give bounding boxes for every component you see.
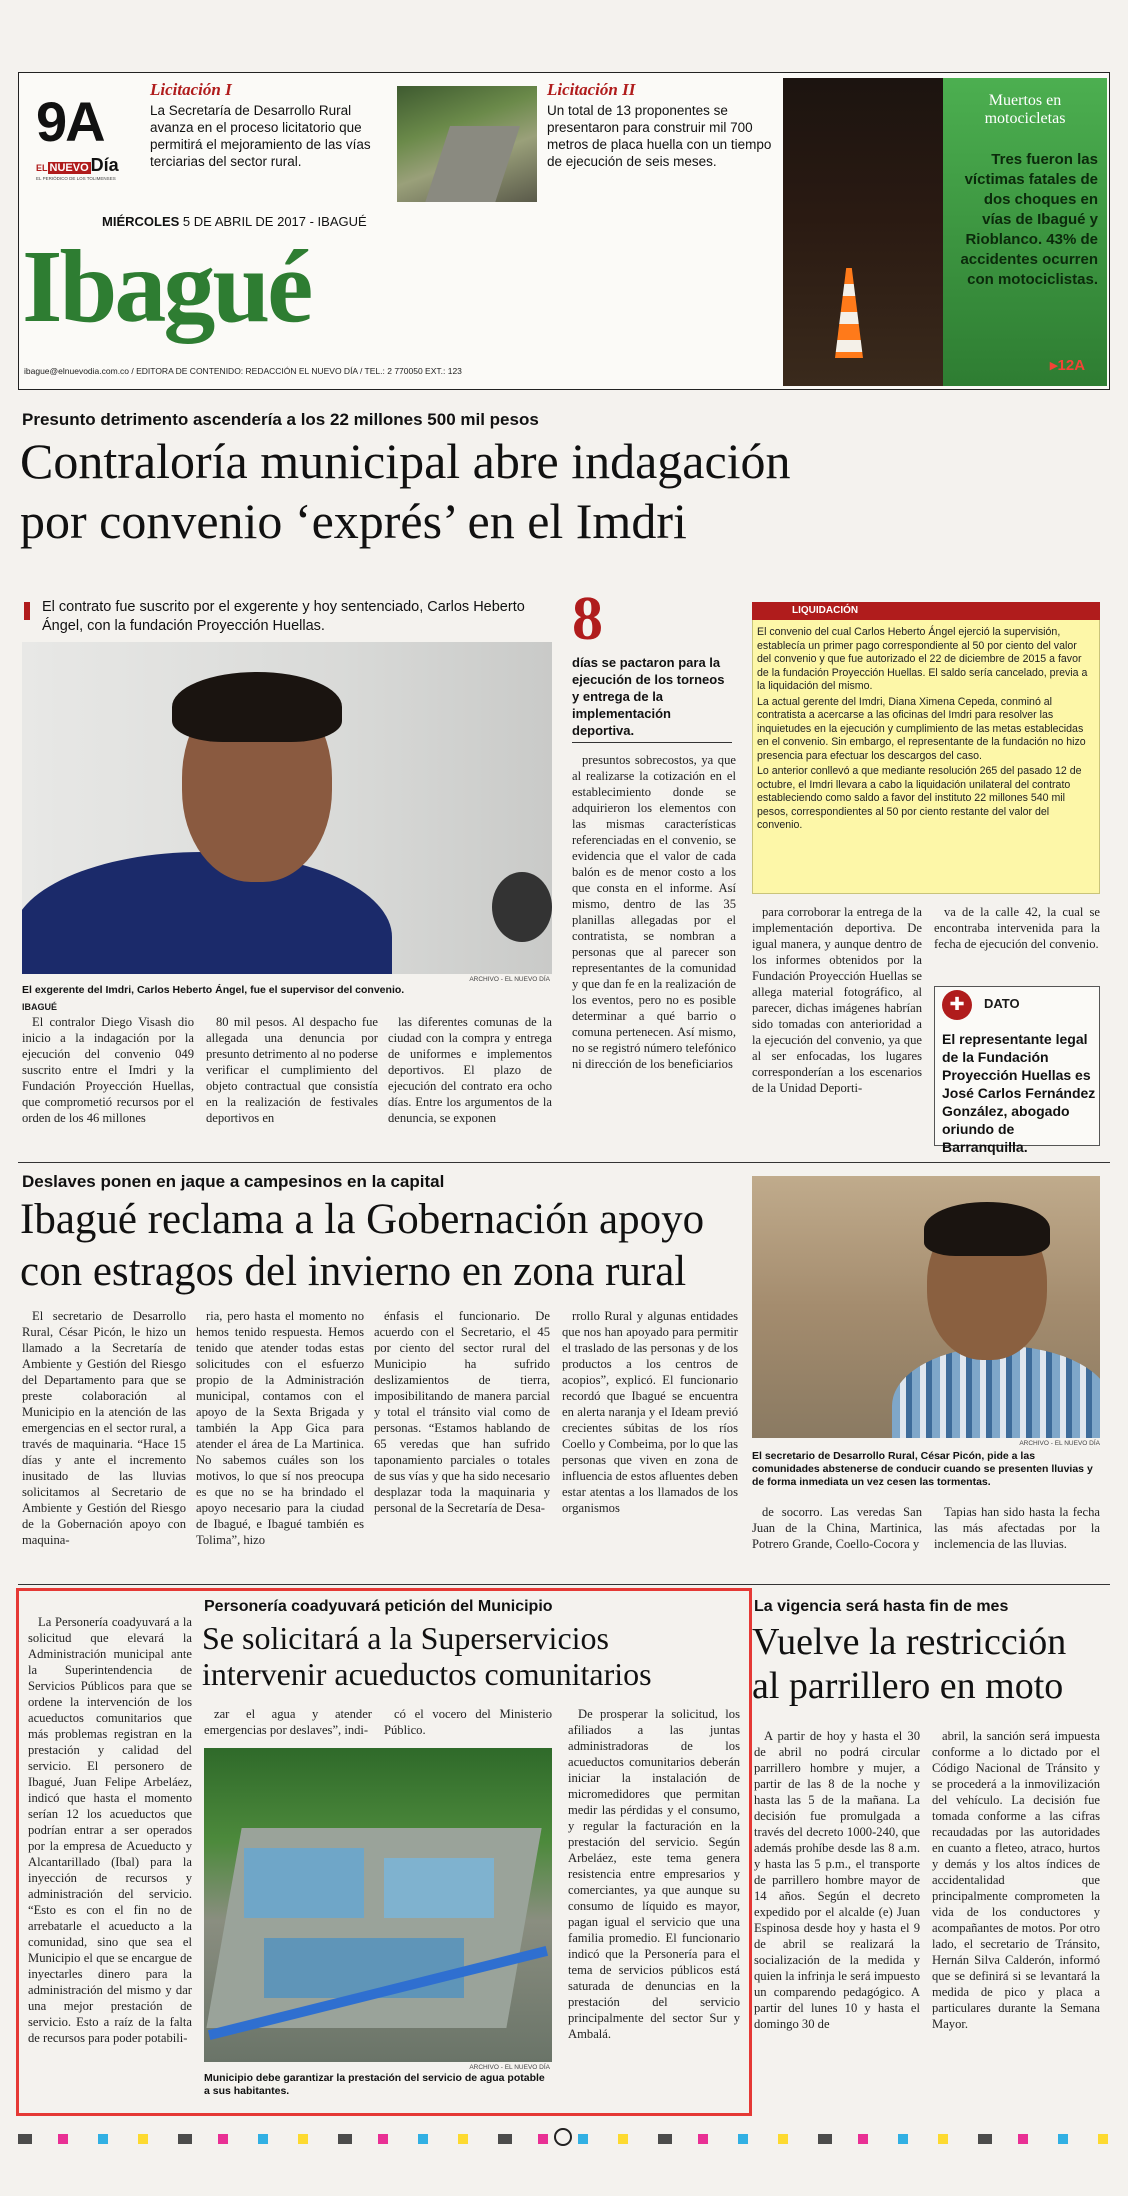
article2-headline-line2[interactable]: con estragos del invierno en zona rural (20, 1248, 687, 1295)
teaser2-text: Un total de 13 proponentes se presentaron para construir mil 700 metros de placa huella con un tiempo de ejecución de seis meses. (547, 103, 772, 169)
article4-col2: abril, la sanción será impuesta conforme a lo dictado por el Código Nacional de Tránsito y se procederá a la inmovilización del vehículo. La decisión fue tomada conforme a las cifras recaudadas por las autoridades en cuanto a fleteo, atraco, hurtos y demás y los altos índices de accidentalidad que principalmente comprometen la vida de los conductores y acompañantes de motos. Por otro lado, el secretario de Tránsito, Hernán Silva Calderón, informó que se definirá si se levantará la medida de pico y placa a particulares durante la Semana Mayor. (932, 1729, 1100, 2031)
stat-text: días se pactaron para la ejecución de los torneos y entrega de la implementación deportiva. (572, 655, 725, 738)
article1-dateline: IBAGUÉ (22, 1002, 58, 1012)
article3-headline-line2[interactable]: intervenir acueductos comunitarios (202, 1656, 652, 1692)
article4-kicker: La vigencia será hasta fin de mes (754, 1598, 1009, 1615)
article2-col1: El secretario de Desarrollo Rural, César Picón, le hizo un llamado a la Secretaría de Ambiente y Gestión del Riesgo del Departamento para que se preste colaboración al Municipio en la atención de las emergencias en el sector rural, a través de maquinaria. “Hace 15 días y ante el incremento inusitado de las lluvias solicitamos al Secretario de Ambiente y Gestión del Riesgo de la Gobernación apoyo con maquina- (22, 1309, 186, 1547)
stat-divider (572, 742, 732, 743)
registration-mark-icon (554, 2128, 572, 2146)
article1-col4: presuntos sobrecostos, ya que al realizarse la cotización en el establecimiento donde se adquirieron los elementos con las mismas características referenciadas en el convenio, se evidencia que el valor de cada balón es de menor costo a los que consta en el informe. Así mismo, dentro de las 35 planillas allegadas por el contratista, se nombran a personas que al parecer son representantes de la comunidad y que dan fe en la realización de los eventos, pero no es posible determinar a qué barrio o comuna pertenecen. Así mismo, no se registró número telefónico ni dirección de los beneficiarios (572, 753, 736, 1071)
article1-col3: las diferentes comunas de la ciudad con la compra y entrega de uniformes e implementos deportivos. El plazo de ejecución del contrato era ocho días. Entre los argumentos de la denuncia, se exponen (388, 1015, 552, 1125)
edition-date: MIÉRCOLES 5 DE ABRIL DE 2017 - IBAGUÉ (102, 214, 367, 229)
teaser3-text: Tres fueron las víctimas fatales de dos choques en vías de Ibagué y Rioblanco. 43% de accidentes ocurren con motociclistas. (960, 151, 1098, 288)
article3-photo (204, 1748, 552, 2062)
article2-col2: ria, pero hasta el momento no hemos tenido respuesta. Hemos tenido que atender todas estas solicitudes con el esfuerzo propio de la Administración municipal, contamos con el apoyo de la Sexta Brigada y también la App Gica para atender el área de La Martinica. No sabemos cuáles son los motivos, lo que sí nos preocupa es que no se ha brindado el apoyo necesario para la ciudad de Ibagué, e Ibagué también es Tolima”, hizo (196, 1309, 364, 1547)
article1-lead: El contrato fue suscrito por el exgerente y hoy sentenciado, Carlos Heberto Ángel, con la fundación Proyección Huellas. (42, 599, 525, 634)
liquidacion-title: LIQUIDACIÓN (752, 602, 1100, 620)
article3-photo-caption: Municipio debe garantizar la prestación del servicio de agua potable a sus habitantes. (204, 2072, 545, 2097)
dato-text: El representante legal de la Fundación Proyección Huellas es José Carlos Fernández González, abogado oriundo de Barranquilla. (942, 1031, 1096, 1155)
article2-photo-credit: ARCHIVO - EL NUEVO DÍA (1019, 1440, 1100, 1447)
article1-col2: 80 mil pesos. Al despacho fue allegada una denuncia por presunto detrimento al no poderse verificar el cumplimiento del objeto contractual que consistía en la realización de festivales deportivos en (206, 1015, 378, 1125)
article4-col1: A partir de hoy y hasta el 30 de abril no podrá circular parrillero hombre y mujer, a partir de las 8 de la noche y hasta las 5 de la mañana. La decisión fue promulgada a través del decreto 1000-240, que además prohíbe desde las 8 a.m. y hasta las 5 p.m., el transporte de parrillero hombre mayor de 14 años. Según el decreto expedido por el alcalde (e) Juan Espinosa desde hoy y hasta el 9 de abril se realizará la socialización de la medida y quien la infrinja le será impuesto un comparendo pedagógico. A partir del lunes 10 y hasta el domingo 30 de (754, 1729, 920, 2031)
liquidacion-body: El convenio del cual Carlos Heberto Ángel ejerció la supervisión, establecía un primer pago correspondiente al 50 por ciento del valor del convenio y que fue autorizado el 22 de diciembre de 2015 a favor de la fundación Proyección Huellas. El saldo sería cancelado, previa a la liquidación del mismo. La actual gerente del Imdri, Diana Ximena Cepeda, conminó al contratista a acercarse a las oficinas del Imdri para resolver las inquietudes en la ejecución y cumplimiento de las metas establecidas en el convenio. Sin embargo, el representante de la fundación no hizo presencia para efectuar los descargos del caso. Lo anterior conllevó a que mediante resolución 265 del pasado 12 de octubre, el Imdri llevara a cabo la liquidación unilateral del contrato estableciendo como saldo a favor del instituto 22 millones 540 mil pesos, correspondientes al 50 por ciento restante del valor del convenio. (757, 626, 1088, 831)
article3-kicker: Personería coadyuvará petición del Municipio (204, 1598, 553, 1615)
article1-kicker: Presunto detrimento ascendería a los 22 millones 500 mil pesos (22, 410, 539, 429)
article2-col5: de socorro. Las veredas San Juan de la China, Martinica, Potrero Grande, Coello-Cocora y (752, 1505, 922, 1551)
teaser3-reference[interactable]: ▸12A (1050, 357, 1086, 374)
arrow-icon: ▸ (1050, 357, 1058, 374)
teaser1-text: La Secretaría de Desarrollo Rural avanza en el proceso licitatorio que permitirá el mejoramiento de las vías terciarias del sector rural. (150, 103, 371, 169)
article1-col5: para corroborar la entrega de la implementación deportiva. De igual manera, y aunque dentro de los informes obtenidos por la Fundación Proyección Huellas se allega material fotográfico, al parecer, dichas imágenes habrían sido tomadas con anterioridad a la ejecución del convenio, ya que al ser enfocadas, los lugares corresponderían a los escenarios de la Unidad Deporti- (752, 905, 922, 1095)
dato-icon: ✚ (942, 990, 972, 1020)
article2-col6: Tapias han sido hasta la fecha las más afectadas por la inclemencia de las lluvias. (934, 1505, 1100, 1551)
article1-photo-caption: El exgerente del Imdri, Carlos Heberto Ángel, fue el supervisor del convenio. (22, 984, 405, 996)
article2-kicker: Deslaves ponen en jaque a campesinos en la capital (22, 1172, 445, 1191)
article1-col1: El contralor Diego Visash dio inicio a la indagación por la ejecución del convenio 049 suscrito entre el Imdri y la Fundación Proyección Huellas, que comprometió recursos por el orden de los 46 millones (22, 1015, 194, 1125)
article3-col1: La Personería coadyuvará a la solicitud que elevará la Administración municipal ante la Superintendencia de Servicios Públicos para que se ordene la intervención de los acueductos comunitarios que más problemas registran en la prestación y calidad del servicio. El personero de Ibagué, Juan Felipe Arbeláez, indicó que hasta el momento serían 12 los acueductos que podrían entrar a ser operados por la empresa de Acueducto y Alcantarillado (Ibal) para la inyección de recursos y administración del servicio. “Esto es con el fin no de arrebatarle el acueducto a la comunidad, sino que sea el Municipio el que se encargue de inyectarles dinero para la administración del mismo y dar una mejor prestación de servicio. Esto a raíz de la falta de recursos para poder potabili- (28, 1615, 192, 2045)
article2-photo (752, 1176, 1100, 1438)
stat-number: 8 (572, 585, 603, 653)
newspaper-logo: EL NUEVO Día (36, 155, 119, 175)
logo-tagline: EL PERIÓDICO DE LOS TOLIMENSES (36, 176, 116, 181)
dato-title: DATO (984, 996, 1020, 1011)
lead-marker (24, 602, 30, 620)
article3-photo-credit: ARCHIVO - EL NUEVO DÍA (469, 2064, 550, 2071)
article3-headline-line1[interactable]: Se solicitará a la Superservicios (202, 1620, 609, 1656)
section-title: Ibagué (22, 229, 311, 344)
teaser2-photo (397, 86, 537, 202)
article1-headline-line2[interactable]: por convenio ‘exprés’ en el Imdri (20, 493, 687, 549)
article3-col4: De prosperar la solicitud, los afiliados a las juntas administradoras de los acueductos comunitarios deberán iniciar la instalación de micromedidores que permitan medir las pérdidas y el consumo, y regular la facturación en la prestación del servicio. Según Arbeláez, este tema genera resistencia entre empresarios y comerciantes, ya que aunque su consumo de líquido es mayor, pagan igual el servicio que una familia promedio. El funcionario indicó que la Personería para el tema de servicios públicos está saturada de denuncias en la prestación del servicio principalmente del sector Sur y Ambalá. (568, 1707, 740, 2041)
teaser2-title[interactable]: Licitación II (547, 80, 636, 99)
article2-headline-line1[interactable]: Ibagué reclama a la Gobernación apoyo (20, 1196, 705, 1243)
article1-photo (22, 642, 552, 974)
article2-col4: rrollo Rural y algunas entidades que nos han apoyado para permitir el traslado de las personas y de los productos a los centros de acopios”, explicó. El funcionario recordó que Ibagué se encuentra en alerta naranja y el Ideam previó crecientes súbitas de los ríos Coello y Combeima, por lo que las personas que viven en zona de influencia de estos afluentes deben estar atentas a los llamados de los organismos (562, 1309, 738, 1515)
section-divider-1 (18, 1162, 1110, 1163)
teaser3-title[interactable]: Muertos en motocicletas (984, 92, 1066, 127)
teaser1-title[interactable]: Licitación I (150, 80, 232, 99)
section-divider-2 (18, 1584, 1110, 1585)
page-number: 9A (36, 90, 104, 153)
teaser3-photo (783, 78, 943, 386)
article4-headline-line1[interactable]: Vuelve la restricción (752, 1621, 1067, 1663)
contact-line: ibague@elnuevodia.com.co / EDITORA DE CONTENIDO: REDACCIÓN EL NUEVO DÍA / TEL.: 2 770050 EXT.: 123 (24, 366, 462, 376)
article4-headline-line2[interactable]: al parrillero en moto (752, 1665, 1064, 1707)
article2-col3: énfasis el funcionario. De acuerdo con el Secretario, el 45 por ciento del sector rural del Municipio ha sufrido deslizamientos de tierra, imposibilitando de manera parcial y total el tránsito vial como de personas. “Estamos hablando de 65 veredas que han sufrido taponamiento parciales o totales de sus vías y que ha sido necesario desplazar toda la maquinaria y personal de la Secretaría de Desa- (374, 1309, 550, 1515)
article2-photo-caption: El secretario de Desarrollo Rural, César Picón, pide a las comunidades abstenerse de conducir cuando se presenten lluvias y de forma inmediata un vez cesen las tormentas. (752, 1450, 1093, 1488)
article1-photo-credit: ARCHIVO - EL NUEVO DÍA (469, 976, 550, 983)
article3-col3-top: có el vocero del Ministerio Público. (384, 1707, 552, 1737)
article3-col2-top: zar el agua y atender emergencias por deslaves”, indi- (204, 1707, 372, 1737)
article1-col6: va de la calle 42, la cual se encontraba intervenida para la fecha de ejecución del convenio. (934, 905, 1100, 951)
article1-headline-line1[interactable]: Contraloría municipal abre indagación (20, 433, 791, 489)
